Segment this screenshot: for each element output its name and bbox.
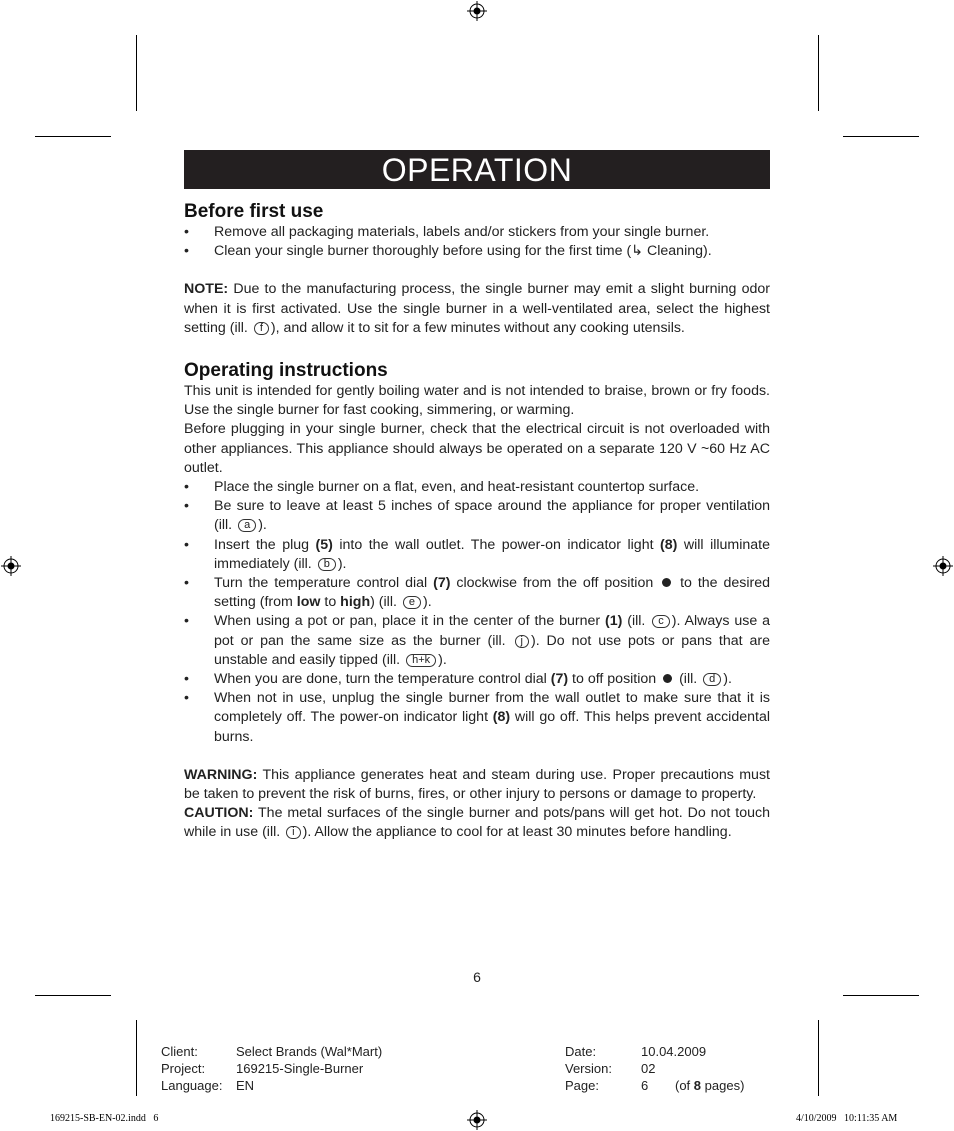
note-label: NOTE: [184,281,229,298]
illustration-ref: i [286,826,300,839]
caution-label: CAUTION: [184,805,254,822]
before-first-use-heading: Before first use [184,201,324,222]
crop-mark [136,35,137,111]
off-position-icon [662,578,671,587]
crop-mark [818,35,819,111]
caution-paragraph: CAUTION: The metal surfaces of the single burner and pots/pans will get hot. Do not touch while in use (ill. i ). Allow the appliance to cool for at least 30 minutes before handling. [184,805,770,841]
page-number: 6 [473,969,481,985]
illustration-ref: h+k [406,654,436,667]
warning-paragraph: WARNING: This appliance generates heat and steam during use. Proper precautions must be taken to prevent the risk of burns, fires, or other injury to persons or damage to property. [184,766,770,803]
illustration-ref: f [254,322,269,335]
warning-label: WARNING: [184,766,258,783]
note-paragraph: NOTE: Due to the manufacturing process, the single burner may emit a slight burning odor when it is first activated. Use the single burner in a well-ventilated area, select the highest setting (ill. f ), and allow it to sit for a few minutes without any cooking utensils. [184,281,770,336]
list-item: • Turn the temperature control dial (7) clockwise from the off position to the desired setting (from low to high) (ill. e ). [184,575,771,611]
intro-paragraph: This unit is intended for gently boiling water and is not intended to braise, brown or fry foods. Use the single burner for fast cooking, simmering, or warming. [184,383,770,419]
list-item: • When not in use, unplug the single burner from the wall outlet to make sure that it is completely off. The power-on indicator light (8) will go off. This helps prevent accidental burns. [184,690,770,745]
operating-list [184,478,770,747]
crop-mark [35,995,111,996]
before-first-use-list [184,223,770,261]
registration-mark-icon [933,556,953,576]
illustration-ref: a [238,519,256,532]
illustration-ref: d [703,673,721,686]
page-content [184,150,770,843]
illustration-ref: e [403,596,421,609]
registration-mark-icon [467,1110,487,1130]
illustration-ref: j [515,635,529,648]
registration-mark-icon [467,1,487,21]
slug-right: Date: 10.04.2009 Version: 02 Page: 6 (of 8 pages) [565,1044,745,1093]
list-item: • Remove all packaging materials, labels and/or stickers from your single burner. [184,224,710,240]
illustration-ref: b [318,558,336,571]
registration-mark-icon [1,556,21,576]
crop-mark [843,136,919,137]
list-item: • When using a pot or pan, place it in the center of the burner (1) (ill. c ). Always use a pot or pan the same size as the burner (ill. j ). Do not use pots or pans that are unstable and easily tipped (ill. h+k ). [184,613,770,668]
slug-left: Client: Select Brands (Wal*Mart) Project: 169215-Single-Burner Language: EN [161,1044,383,1093]
crop-mark [35,136,111,137]
list-item: • Clean your single burner thoroughly before using for the first time (↳ Cleaning). [184,243,712,260]
list-item: • Be sure to leave at least 5 inches of space around the appliance for proper ventilation (ill. a ). [184,498,770,534]
section-banner: OPERATION [184,150,770,189]
list-item: • When you are done, turn the temperature control dial (7) to off position (ill. d ). [184,671,732,688]
list-item: • Place the single burner on a flat, even, and heat-resistant countertop surface. [184,479,700,496]
print-timestamp: 4/10/2009 10:11:35 AM [796,1113,898,1124]
crop-mark [843,995,919,996]
list-item: • Insert the plug (5) into the wall outlet. The power-on indicator light (8) will illuminate immediately (ill. b ). [184,536,771,572]
file-info: 169215-SB-EN-02.indd 6 [50,1113,159,1124]
operating-instructions-heading: Operating instructions [184,360,388,382]
illustration-ref: c [652,615,670,628]
crop-mark [818,1020,819,1096]
off-position-icon [663,674,672,683]
crop-mark [136,1020,137,1096]
circuit-paragraph: Before plugging in your single burner, check that the electrical circuit is not overloaded with other appliances. This appliance should always be operated on a separate 120 V ~60 Hz AC outlet. [184,421,770,476]
